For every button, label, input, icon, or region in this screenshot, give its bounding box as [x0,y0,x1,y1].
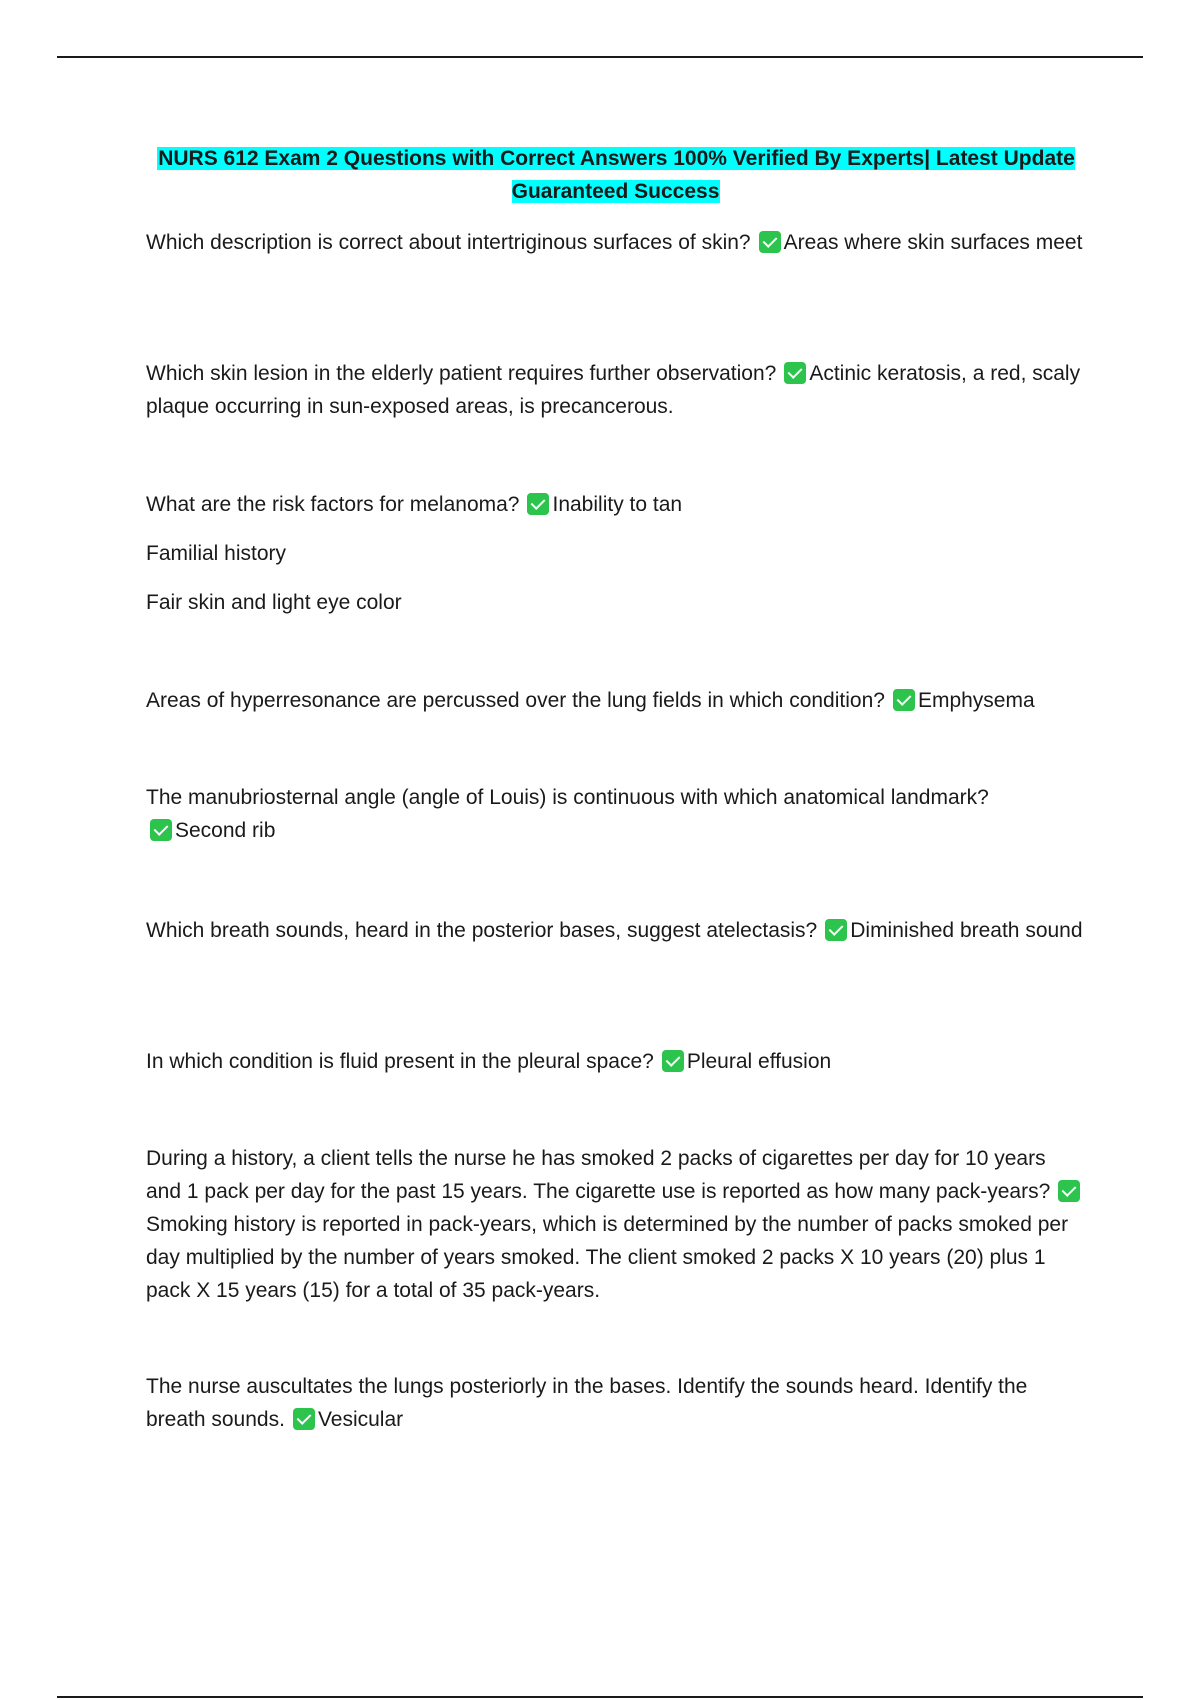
answer-line: Fair skin and light eye color [146,591,402,614]
qa-item [146,1142,1086,1307]
answer-text: Areas where skin surfaces meet [783,231,1083,254]
qa-paragraph [146,1142,1086,1307]
qa-item [146,488,1086,619]
qa-paragraph [146,1370,1086,1436]
question-text: The manubriosternal angle (angle of Louis) is continuous with which anatomical landmark? [146,786,989,809]
check-icon [759,231,781,253]
qa-item [146,1045,1086,1078]
answer-text: Emphysema [917,689,1035,712]
qa-item [146,914,1086,947]
check-icon [150,819,172,841]
question-text: During a history, a client tells the nurse he has smoked 2 packs of cigarettes per day for 10 years and 1 pack per day for the past 15 years. The cigarette use is reported as how many pack-years? [146,1147,1051,1203]
answer-line: Familial history [146,542,287,565]
check-icon [784,362,806,384]
qa-paragraph [146,226,1086,259]
question-text: The nurse auscultates the lungs posteriorly in the bases. Identify the sounds heard. Identify the breath sounds. [146,1375,1028,1431]
answer-text: Pleural effusion [686,1050,832,1073]
check-icon [293,1408,315,1430]
answer-text: Smoking history is reported in pack-years, which is determined by the number of packs smoked per day multiplied by the number of years smoked. The client smoked 2 packs X 10 years (20) plus 1 pack X 15 years (15) for a total of 35 pack-years. [146,1213,1069,1302]
header-rule [57,56,1143,58]
check-icon [527,493,549,515]
answer-text: Actinic keratosis, a red, scaly plaque occurring in sun-exposed areas, is precancerous. [146,362,1081,418]
qa-item [146,226,1086,259]
question-text: What are the risk factors for melanoma? [146,493,520,516]
answer-text: Vesicular [317,1408,404,1431]
question-text: Which breath sounds, heard in the posterior bases, suggest atelectasis? [146,919,818,942]
check-icon [825,919,847,941]
question-text: In which condition is fluid present in the pleural space? [146,1050,654,1073]
qa-paragraph [146,488,1086,521]
answer-text: Diminished breath sound [850,919,1083,942]
check-icon [893,689,915,711]
answer-text: Second rib [175,819,276,842]
check-icon [662,1050,684,1072]
question-text: Areas of hyperresonance are percussed over the lung fields in which condition? [146,689,885,712]
qa-paragraph [146,781,1086,847]
check-icon [1058,1180,1080,1202]
document-title [146,142,1086,208]
question-text: Which skin lesion in the elderly patient requires further observation? [146,362,777,385]
qa-paragraph [146,914,1086,947]
qa-paragraph [146,684,1086,717]
answer-text: Inability to tan [552,493,683,516]
footer-rule [57,1696,1143,1698]
qa-paragraph [146,357,1086,423]
document-title-text: NURS 612 Exam 2 Questions with Correct Answers 100% Verified By Experts| Latest Update Guaranteed Success [158,147,1075,203]
qa-item [146,684,1086,717]
question-text: Which description is correct about intertriginous surfaces of skin? [146,231,751,254]
qa-item [146,781,1086,847]
qa-item [146,1370,1086,1436]
qa-paragraph [146,1045,1086,1078]
qa-item [146,357,1086,423]
